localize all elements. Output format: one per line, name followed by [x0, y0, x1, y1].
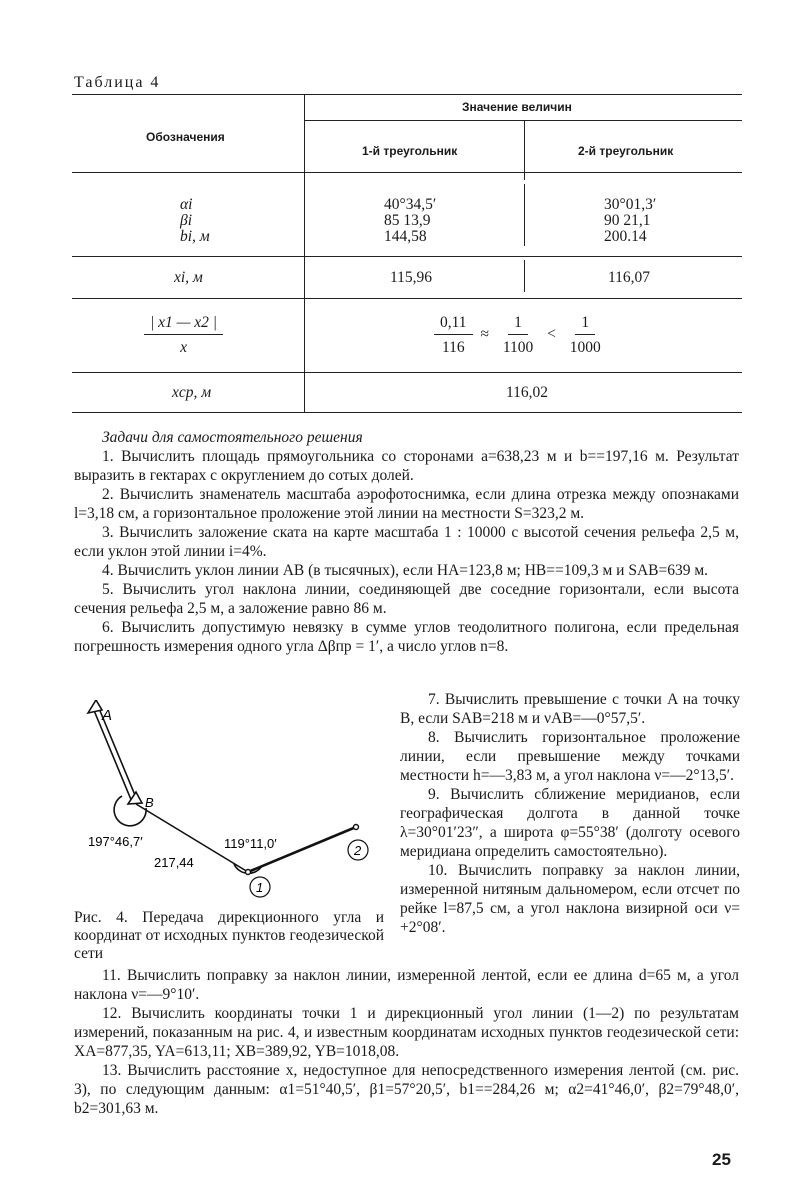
row1-tri2-b: 200.14 [604, 228, 647, 245]
task-13: 13. Вычислить расстояние x, недоступное для непосредственного измерения лентой (см. рис. 3), по следующим данным: α1=51°40,5′, β1=57°20,5′, b1==284,26 м; α2=41°46,0′, β2=79°48,0′, b2=301,63 м. [74, 1062, 739, 1117]
row3-label-den: x [180, 339, 187, 356]
row3-f2-den: 1100 [502, 339, 534, 356]
page-number: 25 [712, 1150, 731, 1169]
row4-label: xср, м [172, 384, 212, 401]
row1-tri1-beta: 85 13,9 [384, 212, 431, 229]
table-caption: Таблица 4 [74, 74, 161, 91]
row3-f1-den: 116 [441, 339, 465, 356]
values-table [72, 94, 742, 412]
subcol-rule-head [524, 120, 525, 180]
row2-tri2: 116,07 [608, 269, 651, 286]
row-rule-3 [72, 372, 742, 373]
row1-label-alpha: αi [180, 196, 193, 213]
row1-label-b: bi, м [180, 228, 210, 245]
task-6: 6. Вычислить допустимую невязку в сумме углов теодолитного полигона, если предельная погрешность измерения одного угла Δβпр = 1′, а число углов n=8. [74, 619, 739, 655]
figure-4-drawing [74, 700, 394, 905]
distance-label: 217,44 [154, 855, 194, 870]
task-8: 8. Вычислить горизонтальное проложение линии, если превышение между точками местности h=—3,83 м, а угол наклона ν=—2°13,5′. [400, 729, 740, 784]
label-a: A [102, 707, 113, 724]
row1-tri2-beta: 90 21,1 [604, 212, 651, 229]
row-rule-2 [72, 298, 742, 299]
row3-label-num: | x1 — x2 | [144, 314, 223, 335]
table-col-rule [304, 94, 305, 412]
header-tri2: 2-й треугольник [578, 144, 674, 158]
task-9: 9. Вычислить сближение меридианов, если географическая долгота в данной точке λ=30°01′23″, а широта φ=55°38′ (долготу осевого меридиана определить самостоятельно). [400, 786, 740, 860]
angle-b-label: 197°46,7′ [88, 834, 143, 849]
label-b: B [145, 795, 154, 810]
header-values: Значение величин [462, 100, 572, 114]
task-4: 4. Вычислить уклон линии AB (в тысячных), если HA=123,8 м; HB==109,3 м и SAB=639 м. [102, 562, 709, 579]
point-1-label: 1 [256, 880, 264, 895]
point-2-marker [354, 825, 359, 830]
header-tri1: 1-й треугольник [362, 144, 458, 158]
task-11: 11. Вычислить поправку за наклон линии, измеренной лентой, если ее длина d=65 м, а угол наклона ν=—9°10′. [74, 967, 739, 1003]
header-designations: Обозначения [146, 130, 225, 144]
row3-formula [430, 314, 611, 356]
task-12: 12. Вычислить координаты точки 1 и дирекционный угол линии (1—2) по результатам измерений, показанным на рис. 4, и известным координатам исходных пунктов геодезической сети: XA=877,35, YA=613,11; XB=389,92, YB=1018,08. [74, 1005, 739, 1060]
row3-f3-den: 1000 [569, 339, 601, 356]
row3-label [140, 314, 227, 356]
row3-approx: ≈ [480, 325, 489, 343]
angle-1-label: 119°11,0′ [224, 836, 277, 851]
task-3: 3. Вычислить заложение ската на карте масштаба 1 : 10000 с высотой сечения рельефа 2,5 м, если уклон этой линии i=4%. [74, 524, 739, 560]
row2-tri1: 115,96 [390, 269, 433, 286]
figure-caption: Рис. 4. Передача дирекционного угла и координат от исходных пунктов геодезической сети [74, 909, 384, 962]
task-5: 5. Вычислить угол наклона линии, соединяющей две соседние горизонтали, если высота сечения рельефа 2,5 м, а заложение равно 86 м. [74, 581, 739, 617]
point-1-marker [246, 870, 251, 875]
row1-label-beta: βi [180, 212, 193, 229]
row3-less: < [547, 325, 556, 343]
row1-tri1-b: 144,58 [384, 228, 427, 245]
task-2: 2. Вычислить знаменатель масштаба аэрофотоснимка, если длина отрезка между опознаками l=3,18 см, а горизонтальное проложение этой линии на местности S=323,2 м. [74, 486, 739, 522]
row3-f3-num: 1 [575, 314, 595, 335]
figure-4 [74, 700, 394, 905]
row3-f2-num: 1 [508, 314, 528, 335]
triangle-a-icon [88, 700, 102, 713]
row4-value: 116,02 [506, 384, 549, 401]
task-10: 10. Вычислить поправку за наклон линии, измеренной нитяным дальномером, если отсчет по рейке l=87,5 см, а угол наклона визирной оси ν= +2°08′. [400, 862, 740, 936]
table-top-rule [72, 94, 742, 95]
point-2-label: 2 [354, 843, 362, 858]
table-bottom-rule [72, 412, 742, 413]
tasks-right-column [400, 690, 740, 937]
task-7: 7. Вычислить превышение с точки A на точку B, если SAB=218 м и νAB=—0°57,5′. [400, 691, 740, 727]
task-1: 1. Вычислить площадь прямоугольника со сторонами a=638,23 м и b==197,16 м. Результат выразить в гектарах с округлением до сотых долей. [74, 448, 739, 484]
row2-label: xi, м [174, 269, 203, 286]
row3-f1-num: 0,11 [434, 314, 473, 335]
subcol-rule-r2 [524, 260, 525, 292]
tasks-block-top [74, 428, 739, 656]
tasks-heading: Задачи для самостоятельного решения [102, 429, 363, 446]
tasks-block-bottom [74, 966, 739, 1118]
header-bottom-rule [72, 172, 742, 173]
row1-tri1-alpha: 40°34,5′ [384, 196, 437, 213]
row1-tri2-alpha: 30°01,3′ [604, 196, 657, 213]
subcol-rule-r1 [524, 184, 525, 246]
line-a-b-1 [93, 708, 132, 802]
row-rule-1 [72, 256, 742, 257]
